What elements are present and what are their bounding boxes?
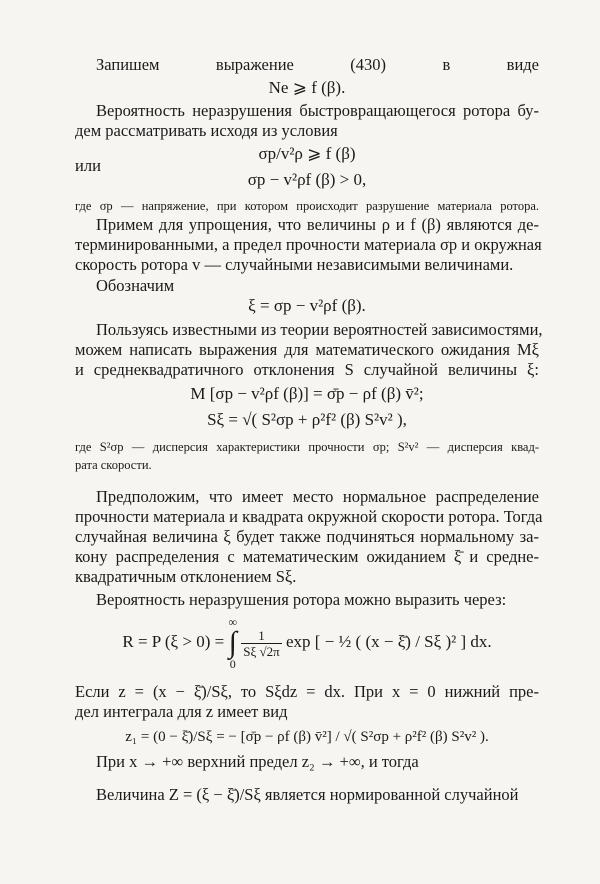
text-line: Вероятность неразрушения ротора можно выразить через: [96,590,507,609]
text-line: и среднеквадратичного отклонения S случайной величины ξ: [75,360,539,379]
footnote-line: где S²σp — дисперсия характеристики прочности σp; S²v² — дисперсия квад- [75,440,539,454]
footnote-line: рата скорости. [75,458,152,472]
int-lower: 0 [229,657,236,672]
text-line: терминированными, а предел прочности материала σp и окружная [75,235,542,254]
text-line: Предположим, что имеет место нормальное распределение [96,487,539,506]
text-line: случайная величина ξ будет также подчиняться нормальному за- [75,527,539,546]
int-upper: ∞ [228,615,238,630]
equation: Ne ⩾ f (β). [268,78,346,97]
equation: M [σp − v²ρf (β)] = σ̄p − ρf (β) v̄²; [190,384,424,403]
text-line: Запишем выражение (430) в виде [96,55,539,74]
equation: σp/v²ρ ⩾ f (β) [258,144,356,163]
equation-integral [75,615,539,672]
frac-num: 1 [241,628,281,644]
text-line: Примем для упрощения, что величины ρ и f (β) являются де- [96,215,539,234]
equation: z₁ = (0 − ξ̄)/Sξ = − [σ̄p − ρf (β) v̄²] / √( S²σp + ρ²f² (β) S²v² ). [125,729,489,745]
eq-right: exp [ − ½ ( (x − ξ̄) / Sξ )² ] dx. [286,632,492,651]
text-line: или [75,156,101,175]
eq-left: R = P (ξ > 0) = [122,632,225,651]
text-line: прочности материала и квадрата окружной скорости ротора. Тогда [75,507,543,526]
text-line: Пользуясь известными из теории вероятностей зависимостями, [96,320,543,339]
text-line: Величина Z = (ξ − ξ̄)/Sξ является нормированной случайной [96,785,519,804]
text-line: При x → +∞ верхний предел z₂ → +∞, и тогда [96,752,419,771]
integral-sign: ∞ ∫ 0 [228,615,238,672]
text-line: Если z = (x − ξ̄)/Sξ, то Sξdz = dx. При x = 0 нижний пре- [75,682,539,701]
text-line: квадратичным отклонением Sξ. [75,567,297,586]
text-line: скорость ротора v — случайными независимыми величинами. [75,255,514,274]
footnote-line: где σp — напряжение, при котором происходит разрушение материала ротора. [75,199,539,213]
equation: ξ = σp − v²ρf (β). [248,296,366,315]
text-line: можем написать выражения для математического ожидания Mξ [75,340,539,359]
text-line: Обозначим [96,276,175,295]
text-line: Вероятность неразрушения быстровращающегося ротора бу- [96,101,539,120]
frac-den: Sξ √2π [243,643,280,659]
fraction [241,628,281,659]
text-line: дем рассматривать исходя из условия [75,121,338,140]
equation: Sξ = √( S²σp + ρ²f² (β) S²v² ), [207,410,407,429]
text-line: кону распределения с математическим ожиданием ξ̄ и средне- [75,547,539,566]
text-line: дел интеграла для z имеет вид [75,702,288,721]
equation: σp − v²ρf (β) > 0, [247,170,367,189]
